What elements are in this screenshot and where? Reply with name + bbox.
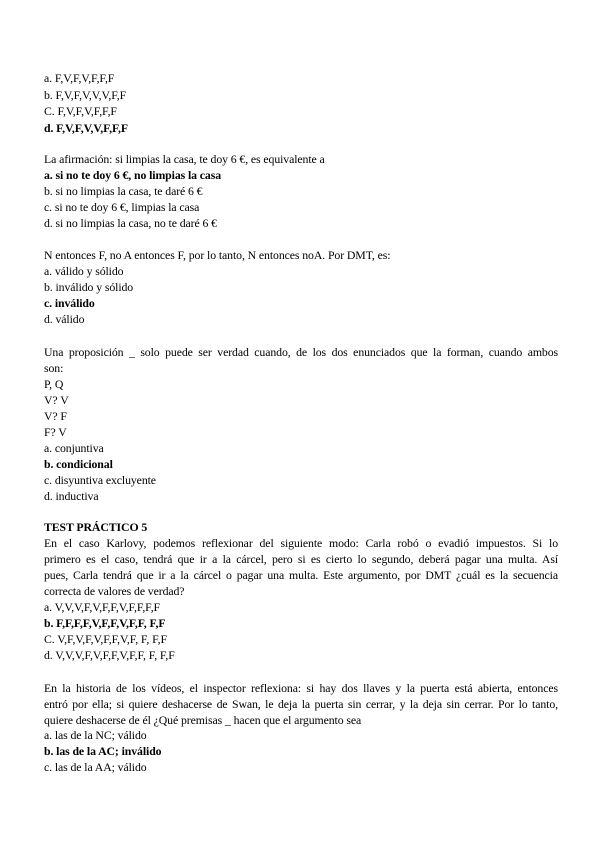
question-prompt-cont: correcta de valores de verdad? [44,584,185,598]
option-a: a. conjuntiva [44,441,104,455]
question-prompt-cont: pues, Carla tendrá que ir a la cárcel o pagar una multa. Este argumento, por DMT ¿cuál es la secuencia [44,568,558,582]
option-a: a. F,V,F,V,F,F,F [44,71,115,85]
option-b-correct: b. las de la AC; inválido [44,744,162,758]
option-d: d. inductiva [44,489,99,503]
option-a: a. V,V,V,F,V,F,F,V,F,F,F,F [44,600,161,614]
option-c: c. si no te doy 6 €, limpias la casa [44,200,200,214]
option-d: d. V,V,V,F,V,F,F,V,F,F, F, F,F [44,648,175,662]
truth-table-row: V? V [44,393,69,407]
option-a: a. válido y sólido [44,264,124,278]
question-prompt-cont: entró por ella; si quiere deshacerse de Swan, le deja la puerta sin cerrar, y la deja sin cerrar. Por lo tanto, [44,697,558,711]
option-d: d. si no limpias la casa, no te daré 6 € [44,216,217,230]
truth-table-row: V? F [44,409,67,423]
option-c: c. disyuntiva excluyente [44,473,156,487]
truth-table-row: P, Q [44,377,64,391]
question-prompt: En el caso Karlovy, podemos reflexionar del siguiente modo: Carla robó o evadió impuestos. Si lo [44,536,558,550]
option-c: C. F,V,F,V,F,F,F [44,104,117,118]
option-a: a. las de la NC; válido [44,728,147,742]
option-d: d. válido [44,312,85,326]
question-prompt: La afirmación: si limpias la casa, te doy 6 €, es equivalente a [44,152,325,166]
option-b-correct: b. F,F,F,F,V,F,F,V,F,F, F,F [44,616,166,630]
question-prompt-cont: primero es el caso, tendrá que ir a la cárcel, pero si es cierto lo segundo, deberá pagar una multa. Así [44,552,558,566]
option-c: c. las de la AA; válido [44,760,147,774]
question-prompt-cont: quiere deshacerse de él ¿Qué premisas _ hacen que el argumento sea [44,713,362,727]
question-prompt: Una proposición _ solo puede ser verdad cuando, de los dos enunciados que la forman, cuando ambos [44,345,558,359]
option-b: b. inválido y sólido [44,280,134,294]
option-b: b. F,V,F,V,V,V,F,F [44,88,127,102]
option-c-correct: c. inválido [44,296,95,310]
section-heading: TEST PRÁCTICO 5 [44,520,148,534]
question-prompt-cont: son: [44,361,64,375]
question-prompt: N entonces F, no A entonces F, por lo tanto, N entonces noA. Por DMT, es: [44,248,391,262]
option-c: C. V,F,V,F,V,F,F,V,F, F, F,F [44,632,167,646]
option-d-correct: d. F,V,F,V,V,F,F,F [44,121,128,135]
option-b: b. si no limpias la casa, te daré 6 € [44,184,203,198]
option-b-correct: b. condicional [44,457,113,471]
option-a-correct: a. si no te doy 6 €, no limpias la casa [44,168,222,182]
question-prompt: En la historia de los vídeos, el inspector reflexiona: si hay dos llaves y la puerta está abierta, entonces [44,681,558,695]
truth-table-row: F? V [44,425,67,439]
